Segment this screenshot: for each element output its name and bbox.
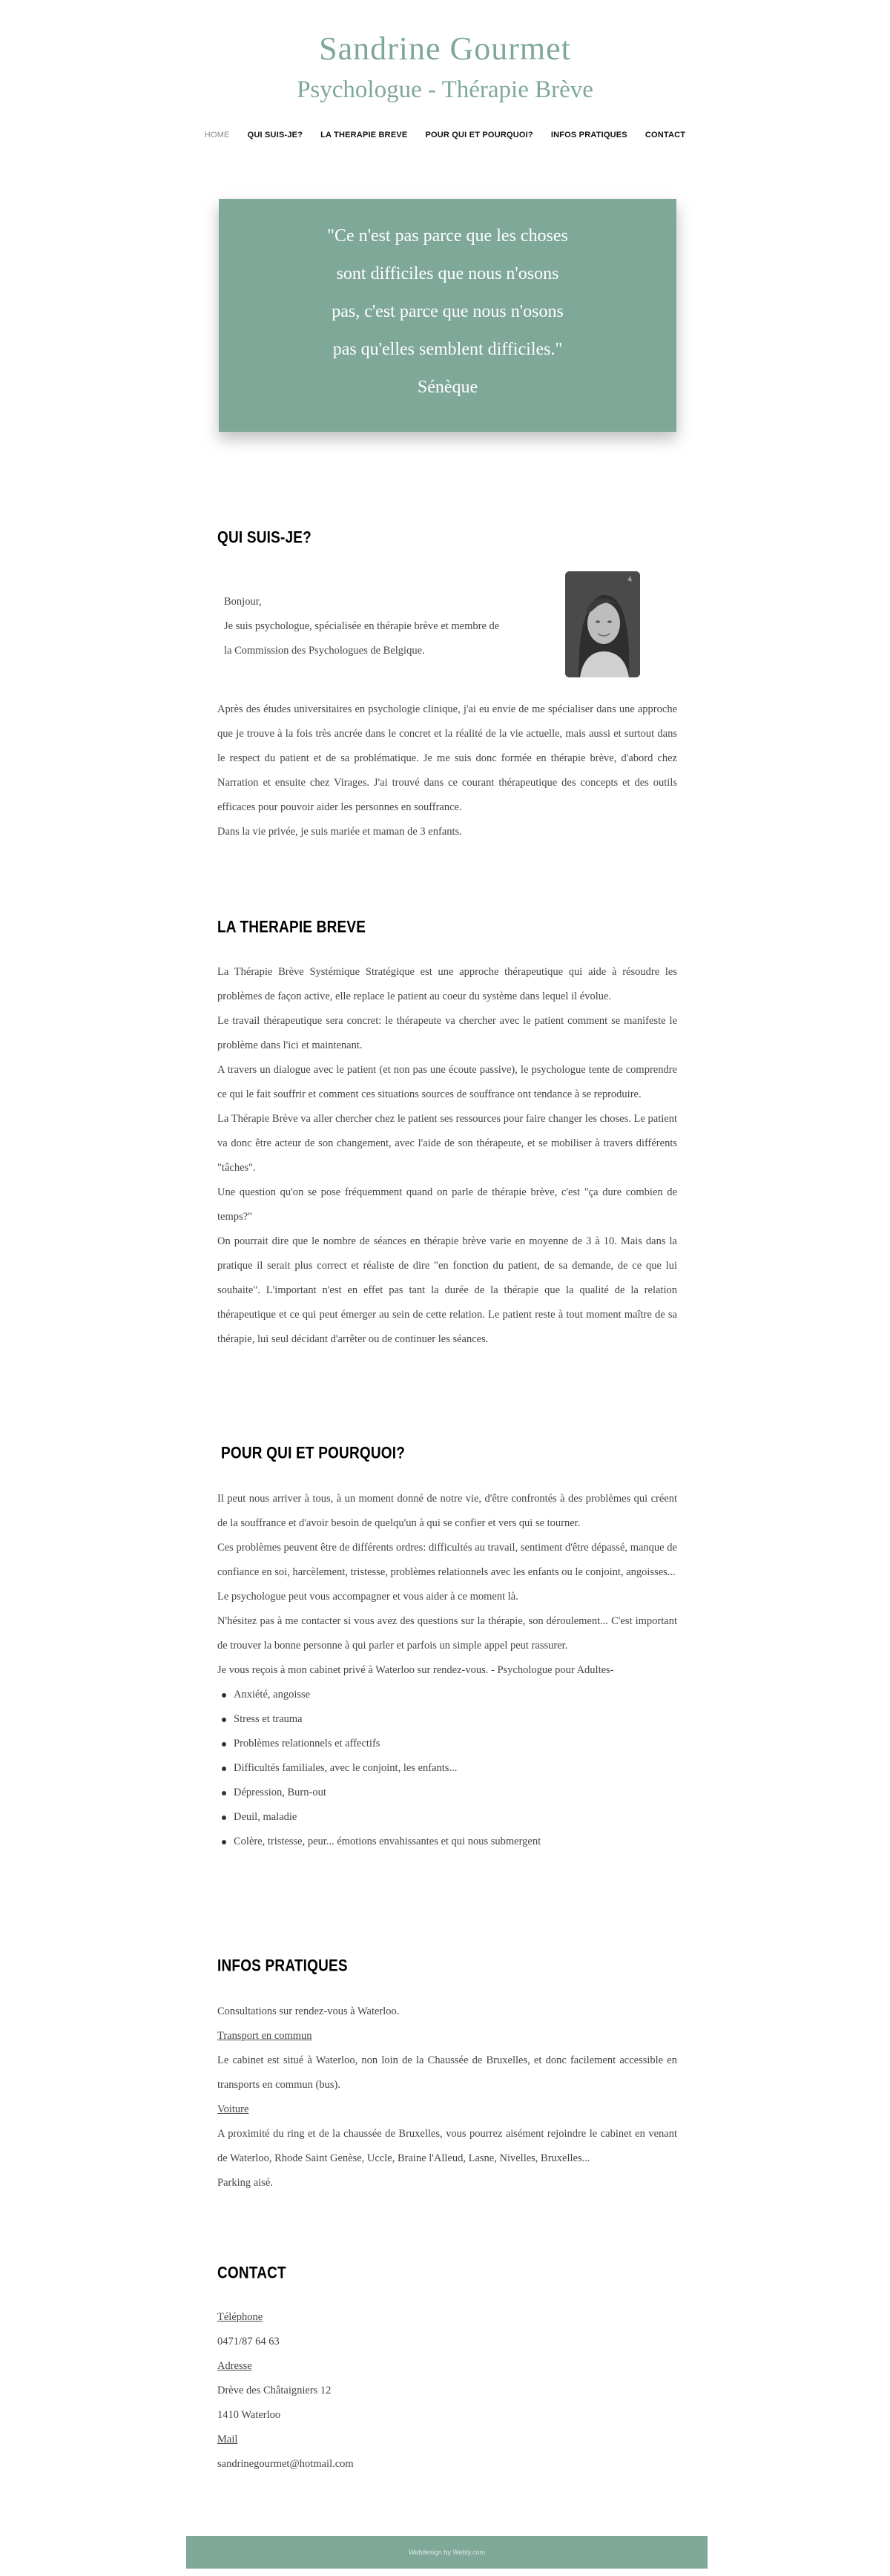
who-paragraph: N'hésitez pas à me contacter si vous avez des questions sur la thérapie, son déroulement... C'est important de trouver la bonne personne à qui parler et parfois un simple appel peut rassurer. xyxy=(217,1615,677,1652)
transport-label: Transport en commun xyxy=(217,2030,312,2042)
list-item: Colère, tristesse, peur... émotions envahissantes et qui nous submergent xyxy=(234,1830,677,1854)
about-intro-line: la Commission des Psychologues de Belgique. xyxy=(224,645,425,657)
quote-line: "Ce n'est pas parce que les choses xyxy=(327,226,568,246)
about-intro xyxy=(224,590,535,663)
therapy-paragraph: Une question qu'on se pose fréquemment quand on parle de thérapie brève, c'est "ça dure combien de temps?" xyxy=(217,1186,677,1223)
main-nav xyxy=(0,131,890,139)
therapy-paragraph: La Thérapie Brève Systémique Stratégique est une approche thérapeutique qui aide à résoudre les problèmes de façon active, elle replace le patient au coeur du système dans lequel il évolue. xyxy=(217,966,677,1002)
list-item: Stress et trauma xyxy=(234,1707,677,1732)
who-paragraph: Ces problèmes peuvent être de différents ordres: difficultés au travail, sentiment d'être dépassé, manque de confiance en soi, harcèlement, tristesse, problèmes relationnels avec les enfants ou le conjoint, angoisses... xyxy=(217,1542,677,1578)
about-paragraph: Dans la vie privée, je suis mariée et maman de 3 enfants. xyxy=(217,826,462,838)
transport-text: Le cabinet est situé à Waterloo, non loin de la Chaussée de Bruxelles, et donc facilement accessible en transports en commun (bus). xyxy=(217,2054,677,2091)
nav-item-qui-suis-je[interactable]: QUI SUIS-JE? xyxy=(247,131,303,139)
phone-number[interactable]: 0471/87 64 63 xyxy=(217,2336,280,2347)
about-intro-line: Je suis psychologue, spécialisée en thérapie brève et membre de xyxy=(224,620,500,632)
infos-consult: Consultations sur rendez-vous à Waterloo. xyxy=(217,2005,400,2017)
section-heading-therapie-breve: LA THERAPIE BREVE xyxy=(217,919,366,937)
section-heading-infos-pratiques: INFOS PRATIQUES xyxy=(217,1957,348,1976)
therapy-body xyxy=(217,960,677,1352)
list-item: Dépression, Burn-out xyxy=(234,1781,677,1805)
car-label: Voiture xyxy=(217,2103,249,2115)
who-paragraph: Je vous reçois à mon cabinet privé à Waterloo sur rendez-vous. - Psychologue pour Adultes- xyxy=(217,1664,614,1676)
list-item: Deuil, maladie xyxy=(234,1805,677,1830)
address-line: Drève des Châtaigniers 12 xyxy=(217,2385,332,2396)
therapy-paragraph: On pourrait dire que le nombre de séances en thérapie brève varie en moyenne de 3 à 10. Mais dans la pratique il serait plus correct et réaliste de dire "en fonction du patient, de sa demande, de ce que lui souhaite". L'important n'est en effet pas tant la durée de la thérapie que la qualité de la relation thérapeutique et ce qui peut émerger au sein de cette relation. Le patient reste à tout moment maître de sa thérapie, lui seul décidant d'arrêter ou de continuer les séances. xyxy=(217,1235,677,1345)
quote-author: Sénèque xyxy=(417,378,478,397)
parking-text: Parking aisé. xyxy=(217,2177,273,2189)
nav-item-therapie-breve[interactable]: LA THERAPIE BREVE xyxy=(320,131,408,139)
nav-item-home[interactable]: HOME xyxy=(204,131,230,139)
section-heading-pour-qui: POUR QUI ET POURQUOI? xyxy=(221,1445,406,1463)
quote-line: pas, c'est parce que nous n'osons xyxy=(332,302,564,321)
quote-line: pas qu'elles semblent difficiles." xyxy=(332,340,563,359)
portrait-image xyxy=(565,571,640,677)
section-heading-contact: CONTACT xyxy=(217,2264,286,2283)
nav-item-pour-qui[interactable]: POUR QUI ET POURQUOI? xyxy=(425,131,533,139)
who-body xyxy=(217,1487,677,1854)
about-intro-line: Bonjour, xyxy=(224,596,262,608)
list-item: Difficultés familiales, avec le conjoint, les enfants... xyxy=(234,1756,677,1781)
therapy-paragraph: La Thérapie Brève va aller chercher chez le patient ses ressources pour faire changer les choses. Le patient va donc être acteur de son changement, avec l'aide de son thérapeute, et se mobiliser à travers différents "tâches". xyxy=(217,1113,677,1174)
about-paragraph: Après des études universitaires en psychologie clinique, j'ai eu envie de me spécialiser dans une approche que je trouve à la fois très ancrée dans le concret et la réalité de la vie actuelle, mais aussi et surtout dans le respect du patient et de sa problématique. Je me suis donc formée en thérapie brève, d'abord chez Narration et ensuite chez Virages. J'ai trouvé dans ce courant thérapeutique des concepts et des outils efficaces pour pouvoir aider les personnes en souffrance. xyxy=(217,703,677,813)
about-body xyxy=(217,697,677,844)
who-bullet-list xyxy=(217,1683,677,1854)
address-line: 1410 Waterloo xyxy=(217,2409,281,2421)
quote-line: sont difficiles que nous n'osons xyxy=(336,264,559,283)
mail-label: Mail xyxy=(217,2434,238,2445)
therapy-paragraph: Le travail thérapeutique sera concret: le thérapeute va chercher avec le patient comment se manifeste le problème dans l'ici et maintenant. xyxy=(217,1015,677,1051)
footer-credit-link[interactable]: Webdesign by Webly.com xyxy=(408,2549,486,2556)
address-label: Adresse xyxy=(217,2360,252,2372)
list-item: Problèmes relationnels et affectifs xyxy=(234,1732,677,1756)
contact-body xyxy=(217,2305,677,2477)
nav-item-infos-pratiques[interactable]: INFOS PRATIQUES xyxy=(550,131,627,139)
site-title[interactable]: Sandrine Gourmet xyxy=(319,30,571,67)
car-text: A proximité du ring et de la chaussée de Bruxelles, vous pourrez aisément rejoindre le cabinet en venant de Waterloo, Rhode Saint Genèse, Uccle, Braine l'Alleud, Lasne, Nivelles, Bruxelles... xyxy=(217,2128,677,2164)
list-item: Anxiété, angoisse xyxy=(234,1683,677,1707)
site-subtitle: Psychologue - Thérapie Brève xyxy=(297,76,593,103)
footer xyxy=(186,2536,708,2569)
section-heading-qui-suis-je: QUI SUIS-JE? xyxy=(217,529,312,548)
phone-label: Téléphone xyxy=(217,2311,263,2323)
mail-address[interactable]: sandrinegourmet@hotmail.com xyxy=(217,2458,354,2470)
who-paragraph: Il peut nous arriver à tous, à un moment donné de notre vie, d'être confrontés à des problèmes qui créent de la souffrance et d'avoir besoin de quelqu'un à qui se confier et vers qui se tourner. xyxy=(217,1493,677,1529)
quote-banner xyxy=(219,199,676,432)
therapy-paragraph: A travers un dialogue avec le patient (et non pas une écoute passive), le psychologue tente de comprendre ce qui le fait souffrir et comment ces situations sources de souffrance ont tendance à se reproduire. xyxy=(217,1064,677,1100)
nav-item-contact[interactable]: CONTACT xyxy=(645,131,686,139)
who-paragraph: Le psychologue peut vous accompagner et vous aider à ce moment là. xyxy=(217,1591,518,1603)
infos-body xyxy=(217,2000,677,2195)
